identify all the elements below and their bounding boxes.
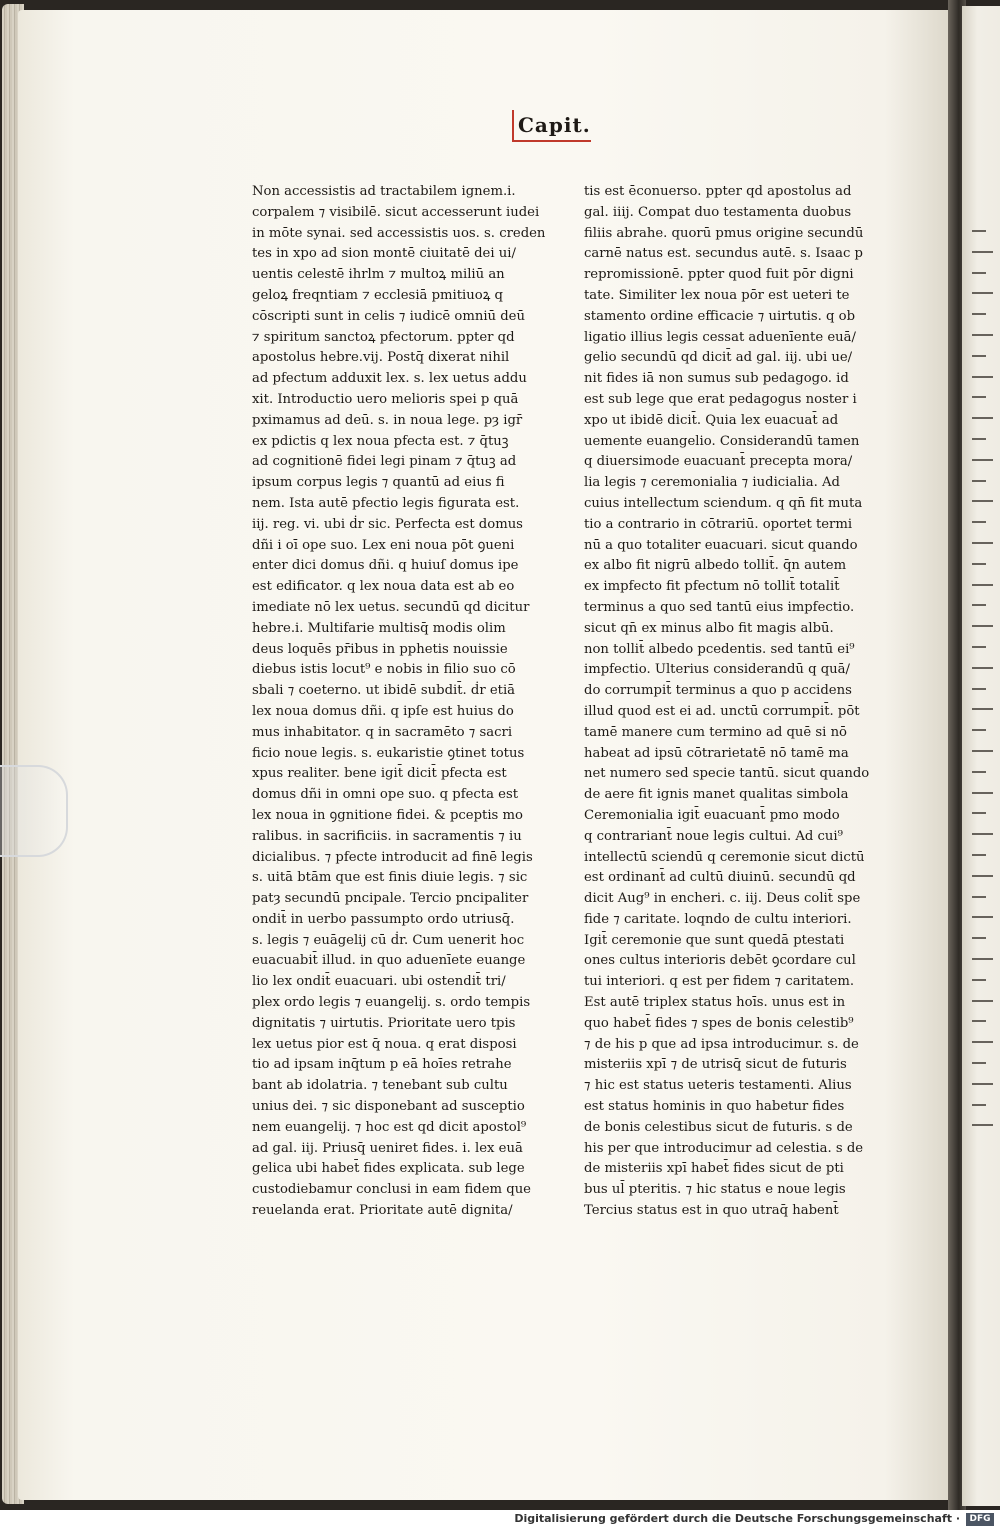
text-line: diebus istis locut⁹ e nobis in filio suo cō bbox=[252, 662, 516, 678]
text-line: stamento ordine efficacie ⁊ uirtutis. q ob bbox=[584, 308, 856, 324]
text-line: reuelanda erat. Prioritate autē dignita/ bbox=[252, 1203, 513, 1219]
text-line: terminus a quo sed tantū eius impfectio. bbox=[584, 599, 855, 615]
facing-page-text-fragment bbox=[972, 334, 993, 336]
text-line: ones cultus interioris debēt ꝯcordare cul bbox=[584, 953, 856, 969]
facing-page-text-fragment bbox=[972, 854, 986, 856]
text-line: tes in xpo ad sion montē ciuitatē dei ui/ bbox=[252, 246, 516, 262]
facing-page-text-fragment bbox=[972, 480, 986, 482]
facing-page-text-fragment bbox=[972, 979, 986, 981]
text-line: his per que introducimur ad celestia. s de bbox=[584, 1140, 864, 1156]
text-line: domus dñi in omni ope suo. q pfecta est bbox=[252, 787, 519, 803]
facing-page-text-fragment bbox=[972, 500, 993, 502]
text-line: repromissionē. ppter quod fuit pōr digni bbox=[584, 267, 854, 283]
text-line: dñi i oī ope suo. Lex eni noua pōt ꝯueni bbox=[252, 537, 515, 553]
text-line: ficio noue legis. s. eukaristie ꝯtinet totus bbox=[252, 745, 525, 761]
text-line: tui interiori. q est per fidem ⁊ caritatem. bbox=[584, 974, 855, 990]
facing-page-text-fragment bbox=[972, 459, 993, 461]
text-line: habeat ad ipsū cōtrarietatē nō tamē ma bbox=[584, 745, 849, 761]
text-line: ad pfectum adduxit lex. s. lex uetus addu bbox=[252, 371, 527, 387]
text-line: ex impfecto fit pfectum nō tollit̄ totalit̄ bbox=[584, 579, 840, 595]
text-line: q contrariant̄ noue legis cultui. Ad cui⁹ bbox=[584, 828, 843, 844]
text-line: xpus realiter. bene igit̄ dicit̄ pfecta est bbox=[252, 766, 507, 782]
text-line: ipsum corpus legis ⁊ quantū ad eius fi bbox=[252, 475, 505, 491]
facing-page-text-fragment bbox=[972, 688, 986, 690]
text-line: ralibus. in sacrificiis. in sacramentis ⁊ iu bbox=[252, 828, 522, 844]
text-line: unius dei. ⁊ sic disponebant ad susceptio bbox=[252, 1099, 525, 1115]
text-line: quo habet̄ fides ⁊ spes de bonis celestib⁹ bbox=[584, 1015, 854, 1031]
text-line: imediate nō lex uetus. secundū qd dicitur bbox=[252, 599, 530, 615]
text-line: fide ⁊ caritate. loqndo de cultu interiori. bbox=[584, 911, 852, 927]
text-line: tamē manere cum termino ad quē si nō bbox=[584, 724, 847, 740]
text-line: hebre.i. Multifarie multisq̄ modis olim bbox=[252, 620, 506, 636]
facing-page-text-fragment bbox=[972, 1000, 993, 1002]
facing-page-text-fragment bbox=[972, 1083, 993, 1085]
text-line: euacuabit̄ illud. in quo aduenīete euange bbox=[252, 953, 526, 969]
text-line: filiis abrahe. quorū pmus origine secundū bbox=[584, 225, 864, 241]
text-line: lex noua domus dñi. q ipſe est huius do bbox=[252, 703, 514, 719]
running-heading: Capit. bbox=[512, 110, 591, 142]
text-line: dicialibus. ⁊ pfecte introducit ad finē legis bbox=[252, 849, 533, 865]
facing-page-text-fragment bbox=[972, 792, 993, 794]
right-text-column bbox=[584, 182, 870, 1222]
text-line: est ordinant̄ ad cultū diuinū. secundū qd bbox=[584, 870, 856, 886]
facing-page-text-fragment bbox=[972, 1062, 986, 1064]
text-line: ondit̄ in uerbo passumpto ordo utriusq̄. bbox=[252, 911, 515, 927]
text-line: corpalem ⁊ visibilē. sicut accesserunt iudei bbox=[252, 204, 540, 220]
text-line: cuius intellectum sciendum. q qn̄ fit muta bbox=[584, 495, 863, 511]
text-line: s. legis ⁊ euāgelij cū ḋr. Cum uenerit hoc bbox=[252, 932, 525, 948]
facing-page-text-fragment bbox=[972, 230, 986, 232]
text-line: de bonis celestibus sicut de futuris. s de bbox=[584, 1119, 853, 1135]
text-line: gelio secundū qd dicit̄ ad gal. iij. ubi ue/ bbox=[584, 350, 853, 366]
text-line: uentis celestē ihrlm ⁊ multoꝝ miliū an bbox=[252, 267, 505, 283]
text-line: cōscripti sunt in celis ⁊ iudicē omniū deū bbox=[252, 308, 525, 324]
text-line: tate. Similiter lex noua pōr est ueteri te bbox=[584, 287, 850, 303]
text-line: est status hominis in quo habetur fides bbox=[584, 1099, 845, 1115]
text-line: nū a quo totaliter euacuari. sicut quando bbox=[584, 537, 858, 553]
text-line: impfectio. Ulterius considerandū q quā/ bbox=[584, 662, 850, 678]
text-line: pximamus ad deū. s. in noua lege. pȝ igr̄ bbox=[252, 412, 523, 428]
funding-credit: Digitalisierung gefördert durch die Deutsche Forschungsgemeinschaft · bbox=[514, 1512, 960, 1525]
facing-page-text-fragment bbox=[972, 729, 986, 731]
text-line: iij. reg. vi. ubi ḋr sic. Perfecta est domus bbox=[252, 516, 523, 532]
book-clasp-reflection bbox=[0, 765, 68, 857]
facing-page-text-fragment bbox=[972, 376, 993, 378]
text-line: nem euangelij. ⁊ hoc est qd dicit apostol⁹ bbox=[252, 1119, 527, 1135]
text-line: tis est ēconuerso. ppter qd apostolus ad bbox=[584, 184, 852, 199]
text-line: misteriis xpī ⁊ de utrisq̄ sicut de futuris bbox=[584, 1057, 847, 1073]
text-line: ligatio illius legis cessat aduenīente euā/ bbox=[584, 329, 856, 345]
facing-page-text-fragment bbox=[972, 1020, 986, 1022]
facing-page-text-fragment bbox=[972, 875, 993, 877]
text-line: non tollit̄ albedo pcedentis. sed tantū ei⁹ bbox=[584, 641, 855, 657]
text-line: gelica ubi habet̄ fides explicata. sub lege bbox=[252, 1161, 525, 1177]
text-line: ⁊ hic est status ueteris testamenti. Alius bbox=[584, 1078, 852, 1094]
text-line: carnē natus est. secundus autē. s. Isaac p bbox=[584, 246, 863, 262]
facing-page-text-fragment bbox=[972, 396, 986, 398]
text-line: deus loquēs pr̄ibus in pphetis nouissie bbox=[252, 641, 508, 657]
text-line: apostolus hebre.vij. Postq̄ dixerat nihil bbox=[252, 350, 510, 366]
text-line: tio a contrario in cōtrariū. oportet termi bbox=[584, 516, 853, 532]
text-line: ex pdictis q lex noua pfecta est. ⁊ q̄tuꝫ bbox=[252, 433, 509, 449]
text-line: lex noua in ꝯgnitione fidei. & pceptis mo bbox=[252, 807, 523, 823]
text-line: do corrumpit̄ terminus a quo p accidens bbox=[584, 683, 852, 699]
facing-page-text-fragment bbox=[972, 292, 993, 294]
text-line: illud quod est ei ad. unctū corrumpit̄. pōt bbox=[584, 703, 860, 719]
text-line: xit. Introductio uero melioris spei p quā bbox=[252, 391, 519, 407]
text-line: bant ab idolatria. ⁊ tenebant sub cultu bbox=[252, 1078, 508, 1094]
facing-page-text-fragment bbox=[972, 812, 986, 814]
text-line: q diuersimode euacuant̄ precepta mora/ bbox=[584, 454, 853, 470]
text-line: intellectū sciendū q ceremonie sicut dictū bbox=[584, 849, 865, 865]
text-line: dicit Aug⁹ in encheri. c. iij. Deus colit̄ spe bbox=[584, 891, 861, 907]
text-line: plex ordo legis ⁊ euangelij. s. ordo tempis bbox=[252, 995, 531, 1011]
facing-page-text-fragment bbox=[972, 771, 986, 773]
text-line: geloꝝ freqntiam ⁊ ecclesiā pmitiuoꝝ q bbox=[252, 287, 503, 303]
facing-page-text-fragment bbox=[972, 355, 986, 357]
text-line: Est autē triplex status hoīs. unus est in bbox=[584, 995, 846, 1011]
facing-page-text-fragment bbox=[972, 542, 993, 544]
text-line: Tercius status est in quo utraq̄ habent̄ bbox=[584, 1203, 839, 1219]
facing-page-text-fragment bbox=[972, 521, 986, 523]
text-line: sicut qn̄ ex minus albo fit magis albū. bbox=[584, 620, 834, 636]
text-line: ⁊ de his p que ad ipsa introducimur. s. de bbox=[584, 1036, 859, 1052]
facing-page-text-fragment bbox=[972, 916, 993, 918]
text-line: custodiebamur conclusi in eam fidem que bbox=[252, 1182, 531, 1198]
text-line: lex uetus pior est q̄ noua. q erat disposi bbox=[252, 1036, 517, 1052]
footer-bar bbox=[0, 1510, 1000, 1529]
facing-page-text-fragment bbox=[972, 313, 986, 315]
text-line: Non accessistis ad tractabilem ignem.i. bbox=[252, 184, 516, 199]
text-line: ad cognitionē fidei legi pinam ⁊ q̄tuꝫ ad bbox=[252, 454, 517, 470]
text-line: est sub lege que erat pedagogus noster i bbox=[584, 391, 857, 407]
facing-page-text-fragment bbox=[972, 438, 986, 440]
facing-page-text-fragment bbox=[972, 604, 986, 606]
facing-page-text-fragment bbox=[972, 417, 993, 419]
facing-page-text-fragment bbox=[972, 272, 986, 274]
text-line: net numero sed specie tantū. sicut quando bbox=[584, 766, 870, 782]
text-line: ad gal. iij. Priusq̄ ueniret fides. i. lex euā bbox=[252, 1140, 523, 1156]
text-line: de aere fit ignis manet qualitas simbola bbox=[584, 787, 849, 803]
facing-page-text-fragment bbox=[972, 750, 993, 752]
text-line: enter dici domus dñi. q huiuſ domus ipe bbox=[252, 558, 519, 574]
text-line: nit fides iā non sumus sub pedagogo. id bbox=[584, 371, 849, 387]
facing-page-text-fragment bbox=[972, 1104, 986, 1106]
left-text-column bbox=[252, 182, 546, 1222]
text-line: xpo ut ibidē dicit̄. Quia lex euacuat̄ ad bbox=[584, 412, 839, 428]
text-line: lio lex ondit̄ euacuari. ubi ostendit̄ tri/ bbox=[252, 974, 506, 990]
text-line: dignitatis ⁊ uirtutis. Prioritate uero tpis bbox=[252, 1015, 516, 1031]
text-line: bus ul̄ pteritis. ⁊ hic status e noue legis bbox=[584, 1182, 846, 1198]
facing-page-text-fragment bbox=[972, 937, 986, 939]
text-line: uemente euangelio. Considerandū tamen bbox=[584, 433, 860, 449]
text-line: gal. iiij. Compat duo testamenta duobus bbox=[584, 204, 852, 220]
text-line: ⁊ spiritum sanctoꝝ pfectorum. ppter qd bbox=[252, 329, 515, 345]
text-line: mus inhabitator. q in sacramēto ⁊ sacri bbox=[252, 724, 513, 740]
text-line: patȝ secundū pncipale. Tercio pncipaliter bbox=[252, 891, 529, 907]
text-line: lia legis ⁊ ceremonialia ⁊ iudicialia. Ad bbox=[584, 475, 840, 491]
text-line: de misteriis xpī habet̄ fides sicut de pti bbox=[584, 1161, 844, 1177]
facing-page-text-fragment bbox=[972, 625, 993, 627]
text-line: s. uitā btām que est finis diuie legis. ⁊ sic bbox=[252, 870, 528, 886]
facing-page-text-fragment bbox=[972, 708, 993, 710]
facing-page-text-fragment bbox=[972, 958, 993, 960]
facing-page-text-fragment bbox=[972, 563, 986, 565]
text-line: tio ad ipsam inq̄tum p eā hoīes retrahe bbox=[252, 1057, 512, 1073]
facing-page-text-fragment bbox=[972, 667, 993, 669]
facing-page-text-fragment bbox=[972, 833, 993, 835]
text-line: in mōte synai. sed accessistis uos. s. creden bbox=[252, 225, 546, 241]
facing-page-text-fragment bbox=[972, 1124, 993, 1126]
facing-page-text-fragment bbox=[972, 896, 986, 898]
text-line: est edificator. q lex noua data est ab eo bbox=[252, 579, 515, 595]
text-line: Igit̄ ceremonie que sunt quedā ptestati bbox=[584, 932, 845, 948]
text-line: sbali ⁊ coeterno. ut ibidē subdit̄. ḋr etiā bbox=[252, 683, 516, 699]
facing-page-text-fragment bbox=[972, 646, 986, 648]
facing-page-text-fragment bbox=[972, 1041, 993, 1043]
text-line: nem. Ista autē pfectio legis figurata est. bbox=[252, 495, 520, 511]
facing-page-text-fragment bbox=[972, 251, 993, 253]
dfg-logo: DFG bbox=[966, 1513, 994, 1526]
facing-page-text-fragment bbox=[972, 584, 993, 586]
text-line: ex albo fit nigrū albedo tollit̄. q̄n autem bbox=[584, 558, 847, 574]
text-line: Ceremonialia igit̄ euacuant̄ pmo modo bbox=[584, 807, 840, 823]
